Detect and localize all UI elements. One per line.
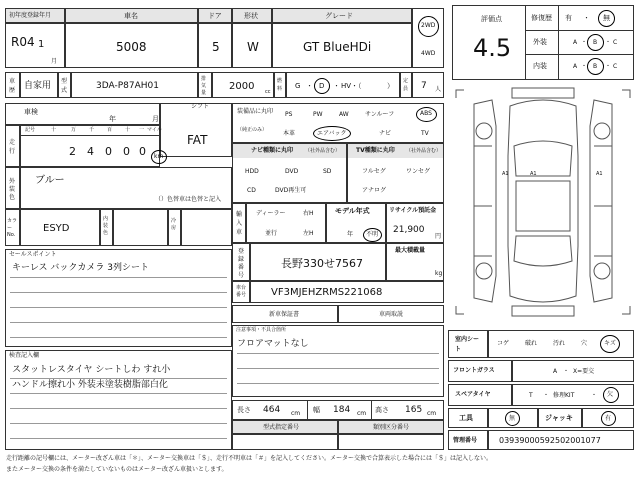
type-cert-header: 型式指定番号 — [232, 420, 338, 434]
color-cell: ブルー （ ）色替車は色替と記入 — [20, 167, 232, 209]
car-diagram — [452, 86, 634, 318]
mileage-digit: 0 — [105, 145, 112, 158]
max-load-cell: 最大積載量 kg — [386, 243, 444, 281]
selling-points-text: キーレス バックカメラ 3列シート — [12, 263, 149, 273]
grade-header — [272, 8, 412, 23]
manual-label: 車両取説 — [379, 311, 404, 318]
mileage-label: 走行 — [9, 139, 16, 155]
equipment-sub: （純正のみ） — [237, 127, 268, 133]
dims-row: 長さ 464 cm 幅 184 cm 高さ 165 cm — [232, 400, 444, 420]
color-value: ブルー — [35, 175, 65, 186]
usage-label: 車歴 — [9, 78, 16, 94]
car-outline-svg — [452, 86, 634, 318]
glass-label-cell — [448, 360, 512, 382]
inspection-label: 車検 — [24, 108, 38, 116]
vin-label-cell — [232, 281, 250, 303]
model: 5008 — [116, 40, 147, 54]
doors-label: ドア — [208, 12, 222, 20]
cap-label-cell — [400, 72, 412, 98]
dims-width: 184 — [333, 405, 351, 415]
drive-4wd: 4WD — [421, 50, 436, 57]
vin: VF3MJEHZRMS221068 — [271, 287, 383, 298]
shift: FAT — [187, 133, 208, 147]
tools-cell: 無 — [488, 408, 538, 428]
nav-title: ナビ種類に丸印 — [251, 147, 294, 154]
color-note: ）色替車は色替と記入 — [161, 196, 222, 203]
damage-mark: A1 — [596, 171, 603, 177]
interior-seat-label-cell — [448, 330, 488, 358]
mileage-digit: 0 — [139, 145, 146, 158]
color-label-cell — [5, 167, 20, 209]
spare-label: スペアタイヤ — [455, 391, 491, 398]
repair-no: 無 — [603, 14, 610, 22]
reg-year-cell — [5, 23, 65, 68]
model-year-cell: モデル年式 年 不明 — [326, 203, 386, 243]
disp-label: 排気量 — [201, 76, 207, 96]
drive-cell — [412, 8, 444, 68]
reg-year-header — [5, 8, 65, 23]
notes-text: フロアマットなし — [237, 339, 309, 349]
glass-cell: A ・ X=要交 — [512, 360, 634, 382]
cap-unit: 人 — [435, 86, 442, 93]
type-label: 型式 — [61, 78, 68, 94]
import-label: 輸入車 — [236, 211, 243, 236]
disp-cell — [212, 72, 274, 98]
inspector-block — [5, 350, 232, 450]
model-year-label: モデル年式 — [335, 207, 370, 215]
glass-label: フロントガラス — [453, 367, 495, 374]
reg-year: R04 — [11, 35, 35, 49]
exterior-grade: B — [593, 39, 598, 46]
cap-label: 定員 — [403, 78, 409, 92]
plate-cell — [250, 243, 386, 281]
jack-label: ジャッキ — [545, 414, 573, 422]
jack-label-cell — [538, 408, 582, 428]
mgmt-number: 03939000592502001077 — [499, 436, 601, 445]
mileage-digit: 2 — [69, 145, 76, 158]
notes-block — [232, 325, 444, 397]
exterior-label: 外装 — [533, 38, 547, 46]
fuel-cell: G ・ D ・ HV・（ ） — [286, 72, 400, 98]
equipment-block: 装備品に丸印 （純正のみ） PS PW AW サンルーフ ABS 本革 エアバック ナビ TV — [232, 103, 444, 143]
damage-mark: A1 — [530, 171, 537, 177]
mileage-digit: 4 — [87, 145, 94, 158]
cap: 7 — [421, 81, 427, 91]
inspection-cell: 車検 年 月 — [5, 103, 160, 125]
mgmt-cell — [488, 430, 634, 450]
disp: 2000 — [229, 81, 255, 92]
shift-label: シフト — [191, 103, 210, 110]
doors-header — [198, 8, 232, 23]
model-header — [65, 8, 198, 23]
equipment-label: 装備品に丸印 — [237, 108, 274, 115]
tv-block: TV種類に丸印 （社外品含む） フルセグ ワンセグ アナログ — [347, 143, 444, 203]
recycle: 21,900 — [393, 225, 425, 235]
color-code-label: カラーNo. — [7, 218, 18, 238]
dims-height: 165 — [405, 405, 423, 415]
recycle-cell: リサイクル預託金 21,900 円 — [386, 203, 444, 243]
reg-year-label: 初年度登録年月 — [9, 12, 52, 19]
shape: W — [247, 40, 259, 54]
spare-label-cell — [448, 384, 512, 406]
footer-line1: 走行距離の記号欄には、メーター改ざん車は「＊」、メーター交換車は「＄」、走行不明車は「＃」を記入してください。メーター交換で合算表示した場合には「＄」は記入しない。 — [6, 455, 493, 462]
inspector-line1: スタットレスタイヤ シートしわ すれ小 — [12, 365, 171, 375]
usage-label-cell — [5, 72, 20, 98]
recycle-label: リサイクル預託金 — [389, 207, 437, 214]
inspector-label: 検査記入欄 — [9, 352, 40, 359]
selling-points-block — [5, 249, 232, 347]
shift-cell — [160, 103, 232, 157]
ac-label-cell: 冷房 — [168, 209, 181, 246]
tools-label-cell — [448, 408, 488, 428]
footer-line2: またメーター交換の条件を満たしていないものはメーター改ざん車扱いとします。 — [6, 466, 228, 473]
repair-yes: 有 — [565, 14, 572, 22]
fuel-close: ） — [387, 82, 394, 90]
warranty-cell — [232, 305, 338, 323]
import-label-cell — [232, 203, 246, 243]
grade-cell — [272, 23, 412, 68]
warranty-label: 新車保証書 — [269, 311, 300, 318]
shape-header — [232, 8, 272, 23]
mgmt-label-cell — [448, 430, 488, 450]
spare-cell: T ・ 修理KIT ・ 欠 — [512, 384, 634, 406]
doors-cell — [198, 23, 232, 68]
eval-label: 評価点 — [481, 15, 502, 23]
fuel-d: D — [319, 82, 325, 90]
type-cert-cell — [232, 434, 338, 450]
disp-label-cell — [198, 72, 212, 98]
class-cell — [338, 434, 444, 450]
color-code-label-cell — [5, 209, 20, 246]
type-label-cell — [58, 72, 71, 98]
score-block: 評価点 4.5 修復歴 有 ・ 無 外装 A ・ B ・ C 内装 A ・ B ・ C — [452, 5, 634, 80]
ac-cell — [181, 209, 232, 246]
jack-cell: 有 — [582, 408, 634, 428]
shape-label: 形状 — [244, 12, 258, 20]
reg-month: 1 — [38, 39, 45, 50]
vin-label: 車台番号 — [236, 285, 247, 298]
usage: 自家用 — [24, 81, 52, 91]
mgmt-label: 管理番号 — [453, 437, 478, 444]
doors: 5 — [212, 40, 220, 54]
interior-seat-label: 室内シート — [455, 336, 480, 353]
disp-unit: cc — [265, 89, 271, 95]
color-code: ESYD — [43, 223, 70, 234]
notes-label: 注意事項・不具合箇所 — [236, 327, 287, 333]
plate-label: 登録番号 — [238, 248, 245, 279]
tv-title: TV種類に丸印 — [356, 147, 395, 154]
repair-label: 修復歴 — [531, 14, 552, 22]
eval-score: 4.5 — [473, 34, 512, 62]
max-load-label: 最大積載量 — [395, 247, 426, 254]
model-label: 車名 — [124, 12, 138, 20]
shape-cell — [232, 23, 272, 68]
nav-block: ナビ種類に丸印 （社外品含む） HDD DVD SD CD DVD再生可 — [232, 143, 347, 203]
usage-cell — [20, 72, 58, 98]
tools-label: 工具 — [459, 414, 473, 422]
mileage-cell: 記号 十 万 千 百 十 一 マイル 2 4 0 0 0 km — [20, 125, 160, 167]
mileage-digit: 0 — [123, 145, 130, 158]
fuel-hv: HV・（ — [341, 82, 362, 90]
model-year-unknown: 不明 — [366, 231, 379, 238]
plate-label-cell — [232, 243, 250, 281]
grade-label: グレード — [325, 12, 353, 20]
type: 3DA-P87AH01 — [96, 81, 159, 91]
model-cell — [65, 23, 198, 68]
inspector-line2: ハンドル擦れ小 外装未塗装樹脂部白化 — [12, 380, 168, 390]
interior-seat-cell: コゲ 破れ 汚れ 穴 キズ — [488, 330, 634, 358]
dims-length: 464 — [263, 405, 281, 415]
manual-cell — [338, 305, 444, 323]
class-header: 類別区分番号 — [338, 420, 444, 434]
interior-color-label-cell: 内装色 — [100, 209, 113, 246]
vin-cell — [250, 281, 444, 303]
fuel-label-cell — [274, 72, 286, 98]
import-cell: ディーラー 右H 並行 左H — [246, 203, 326, 243]
cap-cell — [412, 72, 444, 98]
plate: 長野330せ7567 — [281, 257, 363, 270]
color-code-cell — [20, 209, 100, 246]
selling-points-label: セールスポイント — [9, 251, 57, 258]
reg-month-unit: 月 — [51, 58, 58, 65]
interior-label: 内装 — [533, 62, 547, 70]
type-cell — [71, 72, 198, 98]
fuel-g: G — [295, 82, 301, 90]
fuel-label: 燃料 — [277, 78, 283, 92]
mileage-label-cell — [5, 125, 20, 167]
color-label: 外装色 — [9, 178, 16, 201]
grade: GT BlueHDi — [303, 40, 372, 54]
drive-2wd: 2WD — [421, 22, 436, 29]
interior-grade: B — [593, 63, 598, 70]
interior-color-cell — [113, 209, 168, 246]
damage-mark: A1 — [502, 171, 509, 177]
mileage-unit: km — [154, 153, 164, 160]
